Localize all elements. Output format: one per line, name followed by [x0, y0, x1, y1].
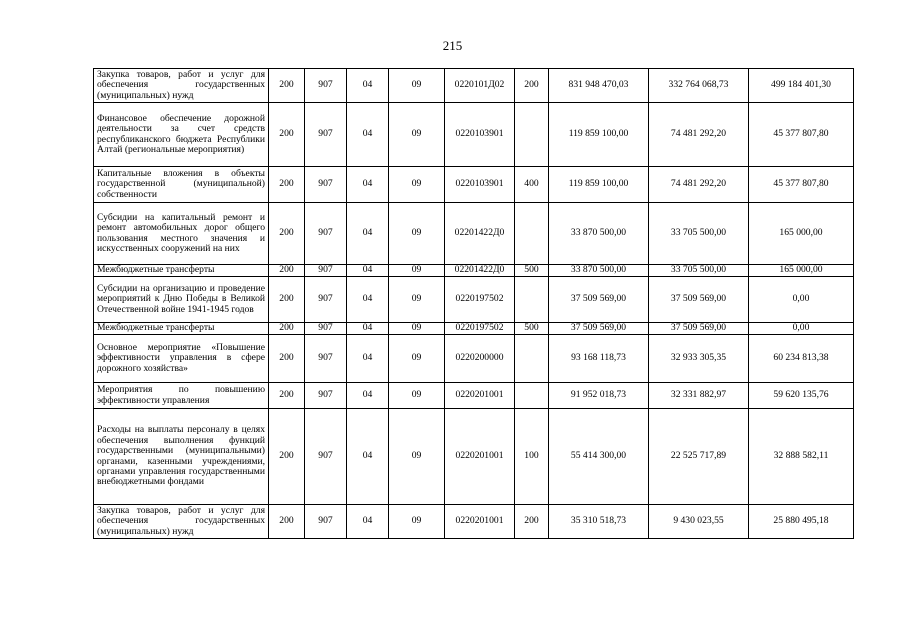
amount-executed: 37 509 569,00: [649, 277, 749, 323]
section-code: 200: [269, 103, 305, 167]
amount-remaining: 60 234 813,38: [749, 335, 854, 383]
row-description: Мероприятия по повышению эффективности управления: [94, 383, 269, 409]
amount-total: 33 870 500,00: [549, 203, 649, 265]
row-description: Закупка товаров, работ и услуг для обеспечения государственных (муниципальных) нужд: [94, 505, 269, 539]
amount-total: 37 509 569,00: [549, 323, 649, 335]
table-row: [94, 265, 854, 277]
amount-total: 93 168 118,73: [549, 335, 649, 383]
row-description: Субсидии на капитальный ремонт и ремонт автомобильных дорог общего пользования местного значения и искусственных сооружений на них: [94, 203, 269, 265]
section-code: 200: [269, 505, 305, 539]
chapter-code: 04: [347, 409, 389, 505]
target-article-code: 0220101Д02: [445, 69, 515, 103]
amount-total: 119 859 100,00: [549, 103, 649, 167]
expense-type-code: [515, 335, 549, 383]
expense-type-code: [515, 277, 549, 323]
amount-executed: 9 430 023,55: [649, 505, 749, 539]
section-code: 200: [269, 167, 305, 203]
subsection-code: 09: [389, 409, 445, 505]
row-description: Субсидии на организацию и проведение мероприятий к Дню Победы в Великой Отечественной войне 1941-1945 годов: [94, 277, 269, 323]
ministry-code: 907: [305, 505, 347, 539]
expense-type-code: 500: [515, 323, 549, 335]
target-article-code: 0220103901: [445, 167, 515, 203]
target-article-code: 0220201001: [445, 383, 515, 409]
expense-type-code: [515, 103, 549, 167]
amount-remaining: 499 184 401,30: [749, 69, 854, 103]
budget-table: [93, 68, 854, 539]
table-row: [94, 383, 854, 409]
chapter-code: 04: [347, 103, 389, 167]
subsection-code: 09: [389, 103, 445, 167]
section-code: 200: [269, 203, 305, 265]
amount-total: 119 859 100,00: [549, 167, 649, 203]
subsection-code: 09: [389, 323, 445, 335]
expense-type-code: 200: [515, 69, 549, 103]
amount-remaining: 32 888 582,11: [749, 409, 854, 505]
amount-executed: 32 331 882,97: [649, 383, 749, 409]
row-description: Капитальные вложения в объекты государственной (муниципальной) собственности: [94, 167, 269, 203]
chapter-code: 04: [347, 265, 389, 277]
subsection-code: 09: [389, 505, 445, 539]
target-article-code: 02201422Д0: [445, 203, 515, 265]
table-row: [94, 103, 854, 167]
amount-executed: 74 481 292,20: [649, 103, 749, 167]
ministry-code: 907: [305, 323, 347, 335]
ministry-code: 907: [305, 277, 347, 323]
subsection-code: 09: [389, 69, 445, 103]
target-article-code: 0220201001: [445, 505, 515, 539]
table-row: [94, 277, 854, 323]
table-row: [94, 69, 854, 103]
expense-type-code: [515, 203, 549, 265]
subsection-code: 09: [389, 383, 445, 409]
chapter-code: 04: [347, 69, 389, 103]
section-code: 200: [269, 409, 305, 505]
amount-executed: 33 705 500,00: [649, 203, 749, 265]
row-description: Межбюджетные трансферты: [94, 323, 269, 335]
amount-remaining: 59 620 135,76: [749, 383, 854, 409]
amount-executed: 22 525 717,89: [649, 409, 749, 505]
subsection-code: 09: [389, 265, 445, 277]
table-row: [94, 167, 854, 203]
target-article-code: 02201422Д0: [445, 265, 515, 277]
row-description: Основное мероприятие «Повышение эффективности управления в сфере дорожного хозяйства»: [94, 335, 269, 383]
target-article-code: 0220200000: [445, 335, 515, 383]
amount-total: 35 310 518,73: [549, 505, 649, 539]
expense-type-code: 100: [515, 409, 549, 505]
target-article-code: 0220201001: [445, 409, 515, 505]
amount-executed: 32 933 305,35: [649, 335, 749, 383]
chapter-code: 04: [347, 277, 389, 323]
expense-type-code: [515, 383, 549, 409]
subsection-code: 09: [389, 203, 445, 265]
row-description: Расходы на выплаты персоналу в целях обеспечения выполнения функций государственными (муниципальными) органами, казенными учреждениями, органами управления государственными внебюджетными фондами: [94, 409, 269, 505]
subsection-code: 09: [389, 277, 445, 323]
amount-remaining: 45 377 807,80: [749, 103, 854, 167]
chapter-code: 04: [347, 167, 389, 203]
row-description: Межбюджетные трансферты: [94, 265, 269, 277]
chapter-code: 04: [347, 335, 389, 383]
chapter-code: 04: [347, 323, 389, 335]
table-row: [94, 335, 854, 383]
table-row: [94, 409, 854, 505]
target-article-code: 0220103901: [445, 103, 515, 167]
chapter-code: 04: [347, 383, 389, 409]
ministry-code: 907: [305, 335, 347, 383]
table-body: [94, 69, 854, 539]
amount-remaining: 25 880 495,18: [749, 505, 854, 539]
section-code: 200: [269, 383, 305, 409]
ministry-code: 907: [305, 383, 347, 409]
expense-type-code: 400: [515, 167, 549, 203]
section-code: 200: [269, 265, 305, 277]
subsection-code: 09: [389, 335, 445, 383]
ministry-code: 907: [305, 409, 347, 505]
subsection-code: 09: [389, 167, 445, 203]
ministry-code: 907: [305, 203, 347, 265]
ministry-code: 907: [305, 103, 347, 167]
amount-remaining: 0,00: [749, 277, 854, 323]
amount-executed: 332 764 068,73: [649, 69, 749, 103]
amount-remaining: 165 000,00: [749, 265, 854, 277]
section-code: 200: [269, 335, 305, 383]
amount-total: 55 414 300,00: [549, 409, 649, 505]
target-article-code: 0220197502: [445, 277, 515, 323]
ministry-code: 907: [305, 69, 347, 103]
row-description: Финансовое обеспечение дорожной деятельности за счет средств республиканского бюджета Республики Алтай (региональные мероприятия): [94, 103, 269, 167]
expense-type-code: 500: [515, 265, 549, 277]
chapter-code: 04: [347, 505, 389, 539]
amount-total: 37 509 569,00: [549, 277, 649, 323]
amount-executed: 37 509 569,00: [649, 323, 749, 335]
section-code: 200: [269, 323, 305, 335]
amount-total: 33 870 500,00: [549, 265, 649, 277]
ministry-code: 907: [305, 167, 347, 203]
target-article-code: 0220197502: [445, 323, 515, 335]
amount-executed: 74 481 292,20: [649, 167, 749, 203]
amount-executed: 33 705 500,00: [649, 265, 749, 277]
section-code: 200: [269, 277, 305, 323]
amount-remaining: 45 377 807,80: [749, 167, 854, 203]
row-description: Закупка товаров, работ и услуг для обеспечения государственных (муниципальных) нужд: [94, 69, 269, 103]
table-row: [94, 323, 854, 335]
table-row: [94, 505, 854, 539]
page-number: 215: [442, 38, 463, 53]
section-code: 200: [269, 69, 305, 103]
amount-total: 91 952 018,73: [549, 383, 649, 409]
amount-total: 831 948 470,03: [549, 69, 649, 103]
amount-remaining: 165 000,00: [749, 203, 854, 265]
expense-type-code: 200: [515, 505, 549, 539]
ministry-code: 907: [305, 265, 347, 277]
amount-remaining: 0,00: [749, 323, 854, 335]
chapter-code: 04: [347, 203, 389, 265]
table-row: [94, 203, 854, 265]
